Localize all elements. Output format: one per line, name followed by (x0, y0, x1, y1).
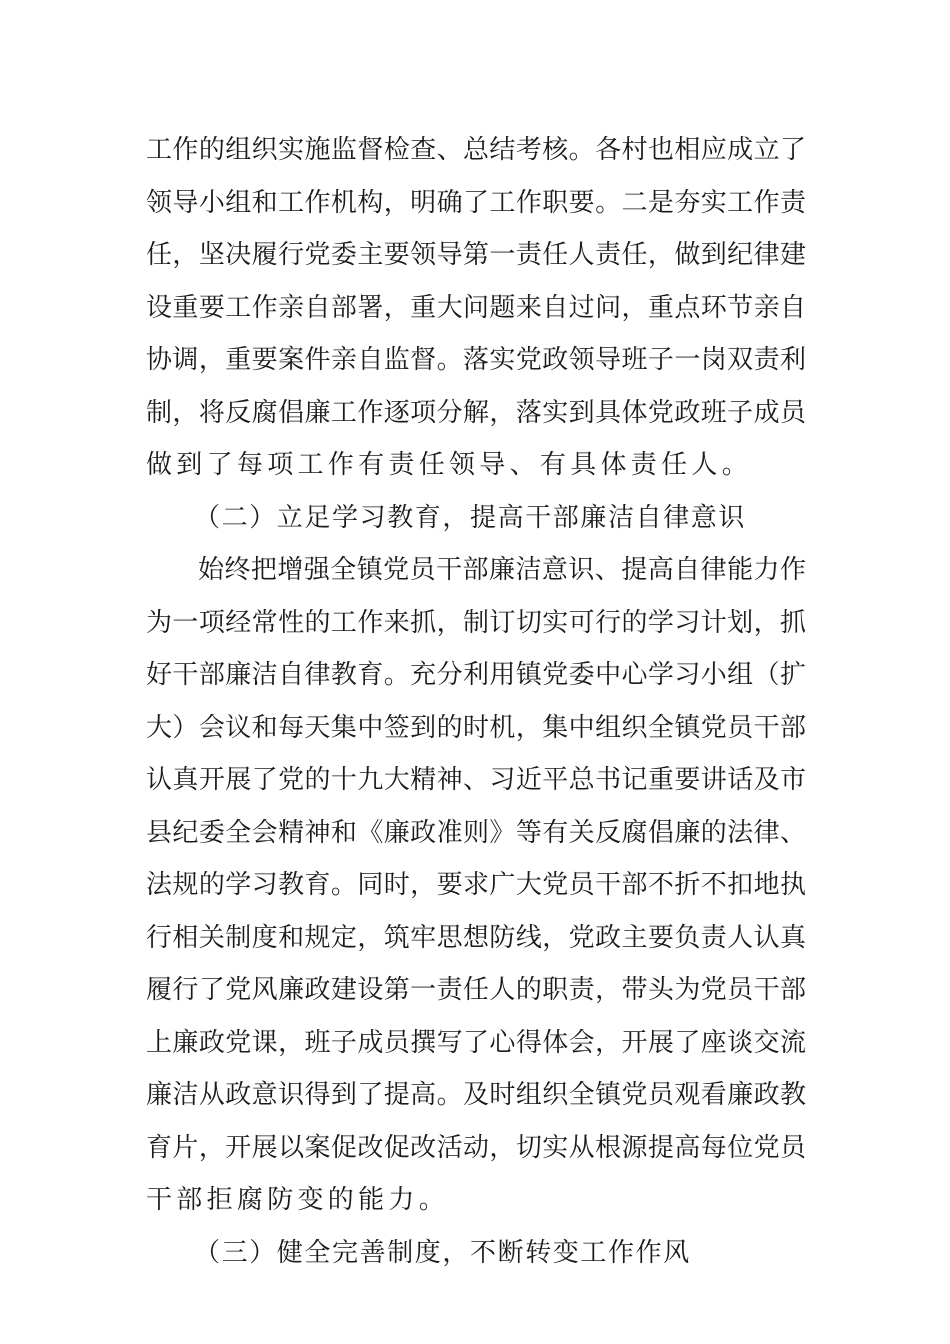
paragraph-line: 认真开展了党的十九大精神、习近平总书记重要讲话及市 (146, 765, 806, 795)
paragraph-line: 行相关制度和规定，筑牢思想防线，党政主要负责人认真 (146, 922, 806, 953)
paragraph-2 (146, 544, 806, 1227)
paragraph-line: 育片，开展以案促改促改活动，切实从根源提高每位党员 (146, 1132, 806, 1163)
paragraph-line: 制，将反腐倡廉工作逐项分解，落实到具体党政班子成员 (146, 397, 806, 428)
paragraph-line: 领导小组和工作机构，明确了工作职要。二是夯实工作责 (146, 187, 806, 218)
paragraph-line: 法规的学习教育。同时，要求广大党员干部不折不扣地执 (146, 870, 806, 900)
paragraph-line: 始终把增强全镇党员干部廉洁意识、提高自律能力作 (198, 555, 806, 585)
paragraph-line: 上廉政党课，班子成员撰写了心得体会，开展了座谈交流 (146, 1027, 806, 1058)
paragraph-line: 履行了党风廉政建设第一责任人的职责，带头为党员干部 (146, 975, 806, 1005)
section-heading-2: （二）立足学习教育，提高干部廉洁自律意识 (194, 502, 747, 533)
paragraph-line: 设重要工作亲自部署，重大问题来自过问，重点环节亲自 (146, 292, 806, 323)
paragraph-line: 任，坚决履行党委主要领导第一责任人责任，做到纪律建 (146, 240, 806, 270)
paragraph-line: 为一项经常性的工作来抓，制订切实可行的学习计划，抓 (146, 607, 806, 638)
paragraph-line: 干部拒腐防变的能力。 (146, 1185, 450, 1215)
paragraph-line: 县纪委全会精神和《廉政准则》等有关反腐倡廉的法律、 (146, 817, 806, 848)
paragraph-line: 廉洁从政意识得到了提高。及时组织全镇党员观看廉政教 (146, 1080, 806, 1110)
paragraph-1 (146, 124, 806, 492)
paragraph-line: 好干部廉洁自律教育。充分利用镇党委中心学习小组（扩 (146, 660, 806, 690)
document-page (146, 124, 806, 1279)
paragraph-line: 协调，重要案件亲自监督。落实党政领导班子一岗双责利 (146, 345, 806, 375)
paragraph-line: 大）会议和每天集中签到的时机，集中组织全镇党员干部 (146, 712, 806, 743)
section-heading-3: （三）健全完善制度，不断转变工作作风 (194, 1237, 691, 1268)
paragraph-line: 做到了每项工作有责任领导、有具体责任人。 (146, 450, 753, 480)
paragraph-line: 工作的组织实施监督检查、总结考核。各村也相应成立了 (146, 135, 806, 165)
